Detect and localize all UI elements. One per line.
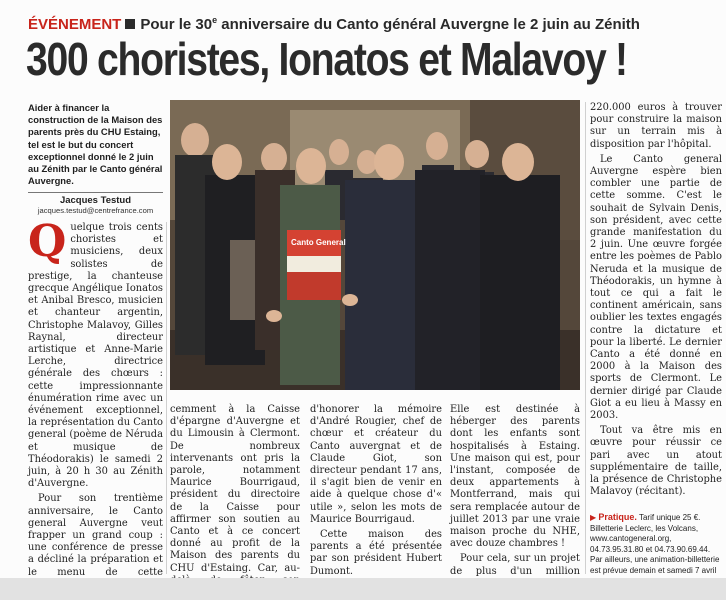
lede: Aider à financer la construction de la Maison des parents près du CHU Estaing, tel est le but du concert exceptionnel donné le 2 juin au Zénith par le Canto général Auvergne. bbox=[28, 102, 163, 187]
byline bbox=[28, 192, 163, 215]
drop-cap: Q bbox=[28, 216, 67, 267]
kicker-tag: ÉVÉNEMENT bbox=[28, 16, 122, 33]
article-column-1 bbox=[28, 216, 163, 594]
paragraph: Tout va être mis en œuvre pour réussir ce pari avec un atout supplémentaire de taille, la présence de Christophe Malavoy (récitant). bbox=[590, 425, 722, 498]
paragraph: Pour cela, sur un projet de plus d'un million bbox=[450, 553, 580, 577]
group-photo bbox=[170, 100, 580, 390]
group-photo-image bbox=[170, 100, 580, 390]
paragraph: Cette maison des parents a été présentée par son président Hubert Dumont. bbox=[310, 529, 442, 577]
kicker-text: Pour le 30e anniversaire du Canto général Auvergne le 2 juin au Zénith bbox=[140, 15, 640, 33]
paragraph: Le Canto general Auvergne espère bien combler une partie de cette somme. C'est le souhait de Sylvain Denis, son président, avec cette grande manifestation du 2 juin. Une œuvre forgée entre les poèmes de Pablo Neruda et la musique de Théodorakis, un hymne à tout ce qui a fait le continent américain, sans oublier les textes engagés contre la dictature et pour la liberté. Le dernier Canto a été donné en 2000 à la Maison des sports de Clermont. Le dernier dirigé par Claude Giot a eu lieu à Massy en 2003. bbox=[590, 153, 722, 422]
article-column-4 bbox=[450, 404, 580, 593]
paragraph: Quelque trois cents choristes et musiciens, deux solistes de prestige, la chanteuse grecque Angélique Ionatos et Anibal Bresco, musicien et chanteur argentin, Christophe Malavoy, Gilles Raynal, directeur artistique et Anne-Marie Lerche, directrice générale des chœurs : cette impressionnante énumération rime avec un événement exceptionnel, la représentation du Canto general (poème de Néruda et musique de Théodorakis) le samedi 2 juin, à 20 h 30 au Zénith d'Auvergne. bbox=[28, 216, 163, 490]
column-divider bbox=[585, 102, 586, 574]
byline-name: Jacques Testud bbox=[59, 195, 132, 206]
article-column-2 bbox=[170, 404, 300, 602]
info-text: Tarif unique 25 €. Billetterie Leclerc, les Volcans, www.cantogeneral.org, 04.73.95.31.80 et 04.73.90.69.44. Par ailleurs, une animation-billetterie est prévue demain et samedi 7 avril bbox=[590, 513, 720, 575]
info-label: Pratique. bbox=[598, 512, 637, 522]
article-column-3 bbox=[310, 404, 442, 581]
page-footer-band bbox=[0, 578, 726, 600]
paragraph: cemment à la Caisse d'épargne d'Auvergne et du Limousin à Clermont. De nombreux intervenants ont pris la parole, notamment Maurice Bourrigaud, président du directoire de la Caisse pour affirmer son soutien au Canto et à ce concert donné au profit de la Maison des parents du CHU d'Estaing. Car, au- bbox=[170, 404, 300, 574]
poster-title: Canto General bbox=[291, 238, 346, 247]
byline-email: jacques.testud@centrefrance.com bbox=[37, 206, 154, 215]
article-column-5 bbox=[590, 102, 722, 502]
paragraph: Pour son trentième anniversaire, le Canto general Auvergne veut frapper un grand coup : une conférence de presse a décliné la préparation et le menu de cette bbox=[28, 493, 163, 578]
kicker-square-icon bbox=[125, 19, 135, 29]
headline: 300 choristes, Ionatos et Malavoy ! bbox=[26, 33, 627, 85]
paragraph: d'honorer la mémoire d'André Rougier, chef de chœur et créateur du Canto auvergnat et de Claude Giot, son directeur pendant 17 ans, il s'agit bien de venir en aide à quelque chose d'« utile », selon les mots de Maurice Bourrigaud. bbox=[310, 404, 442, 525]
paragraph: 220.000 euros à trouver pour construire la maison sur un terrain mis à disposition par l'hôpital. bbox=[590, 102, 722, 150]
info-arrow-icon: ▶ bbox=[590, 513, 597, 522]
paragraph: Elle est destinée à héberger des parents dont les enfants sont hospitalisés à Estaing. Une maison qui est, pour l'instant, composée de deux appartements à Montferrand, mais qui sera remplacée autour de juillet 2013 par une vraie maison proche du NHE, avec douze chambres ! bbox=[450, 404, 580, 550]
column-divider bbox=[166, 222, 167, 574]
